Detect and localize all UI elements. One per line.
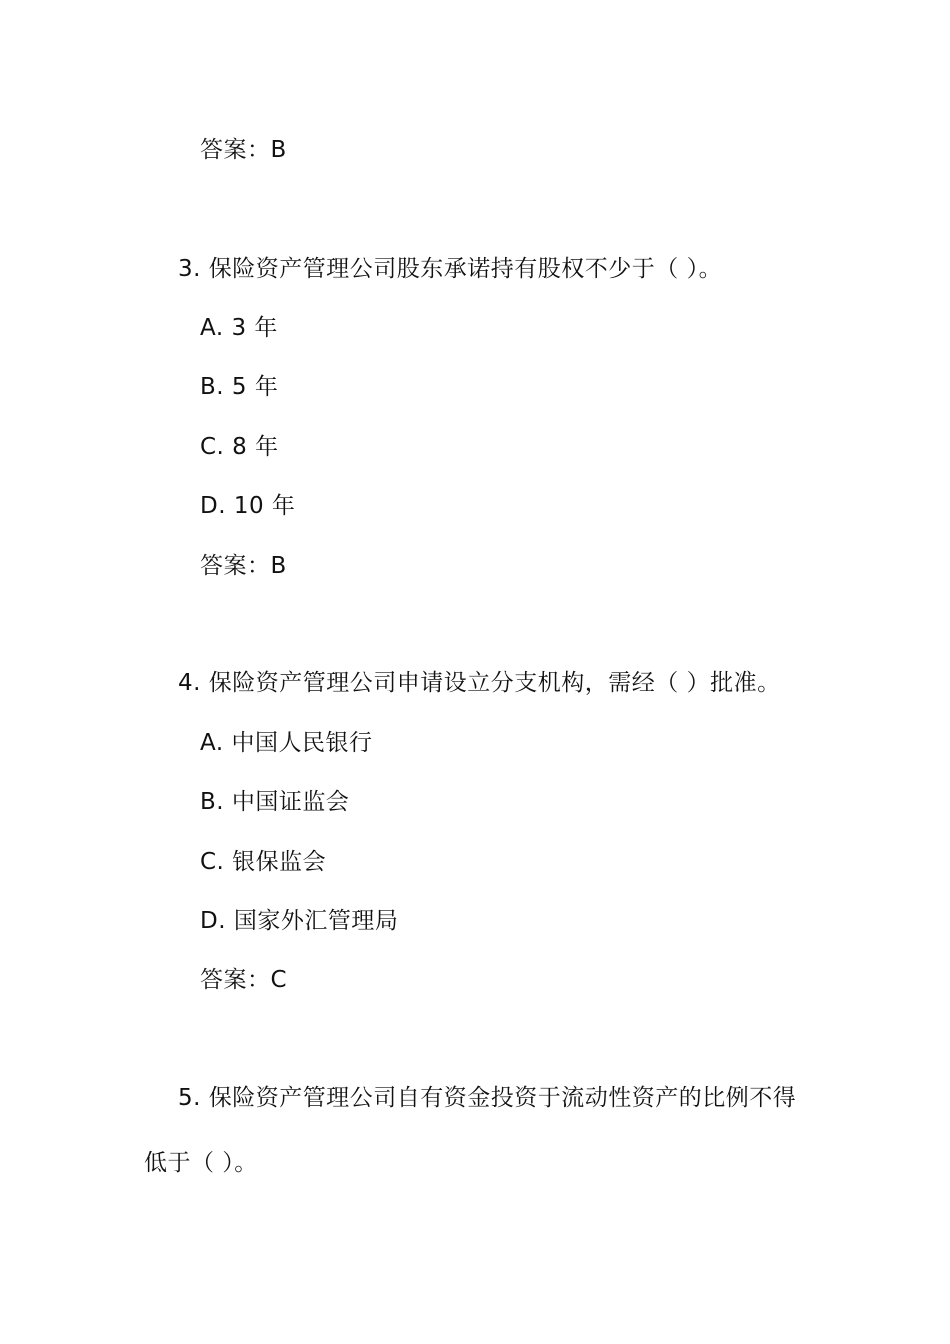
question-3-option-c: C. 8 年	[200, 434, 279, 460]
question-3-option-a: A. 3 年	[200, 315, 278, 341]
question-4-option-a: A. 中国人民银行	[200, 730, 373, 756]
question-3-stem: 3. 保险资产管理公司股东承诺持有股权不少于（ ）。	[178, 256, 723, 282]
answer-q2: 答案：B	[200, 137, 287, 163]
question-4-stem: 4. 保险资产管理公司申请设立分支机构，需经（ ）批准。	[178, 670, 781, 696]
question-4-option-b: B. 中国证监会	[200, 789, 350, 815]
answer-q4: 答案：C	[200, 967, 288, 993]
question-5-stem-line2: 低于（ ）。	[144, 1150, 258, 1176]
answer-q3: 答案：B	[200, 553, 287, 579]
question-4-option-d: D. 国家外汇管理局	[200, 908, 399, 934]
question-3-option-b: B. 5 年	[200, 374, 279, 400]
question-5-stem-line1: 5. 保险资产管理公司自有资金投资于流动性资产的比例不得	[178, 1085, 797, 1111]
question-4-option-c: C. 银保监会	[200, 849, 327, 875]
question-3-option-d: D. 10 年	[200, 493, 296, 519]
